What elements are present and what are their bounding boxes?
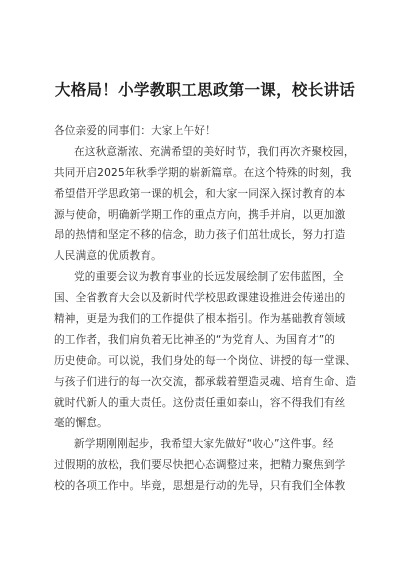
body-line: 的工作者，我们肩负着无比神圣的“为党育人、为国育才”的 xyxy=(54,333,336,346)
body-line: 希望借开学思政第一课的机会，和大家一同深入探讨教育的本 xyxy=(54,187,346,200)
body-line: 与孩子们进行的每一次交流，都承载着塑造灵魂、培育生命、造 xyxy=(54,375,357,388)
body-line: 新学期刚刚起步，我希望大家先做好“收心”这件事。经 xyxy=(74,438,334,451)
body-line: 毫的懈怠。 xyxy=(54,417,108,430)
body-line: 共同开启2025年秋季学期的崭新篇章。在这个特殊的时刻，我 xyxy=(54,166,352,179)
body-line: 精神，更是为我们的工作提供了根本指引。作为基础教育领域 xyxy=(54,313,346,326)
body-line: 国、全省教育大会以及新时代学校思政课建设推进会传递出的 xyxy=(54,292,346,305)
body-line: 就时代新人的重大责任。这份责任重如泰山，容不得我们有丝 xyxy=(54,396,346,409)
body-line: 昂的热情和坚定不移的信念，助力孩子们茁壮成长，努力打造 xyxy=(54,229,346,242)
document-body xyxy=(54,121,364,497)
body-line: 党的重要会议为教育事业的长远发展绘制了宏伟蓝图，全 xyxy=(74,271,344,284)
body-line: 在这秋意渐浓、充满希望的美好时节，我们再次齐聚校园， xyxy=(74,145,355,158)
body-line: 源与使命，明确新学期工作的重点方向，携手并肩，以更加激 xyxy=(54,208,346,221)
body-line: 历史使命。可以说，我们身处的每一个岗位、讲授的每一堂课、 xyxy=(54,354,357,367)
body-line: 过假期的放松，我们要尽快把心态调整过来，把精力聚焦到学 xyxy=(54,459,346,472)
document-title: 大格局！小学教职工思政第一课，校长讲话 xyxy=(54,80,356,99)
body-line: 人民满意的优质教育。 xyxy=(54,250,162,263)
body-line: 校的各项工作中。毕竟，思想是行动的先导，只有我们全体教 xyxy=(54,480,346,493)
body-line: 各位亲爱的同事们：大家上午好！ xyxy=(54,125,216,137)
